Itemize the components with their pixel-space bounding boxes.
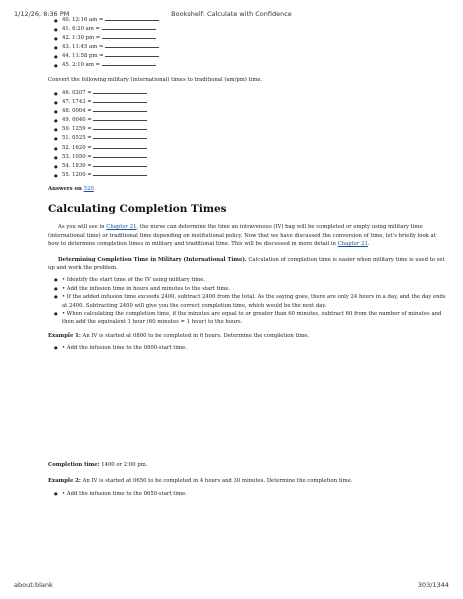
answer-blank [105,52,159,57]
example-2-text: An IV is started at 0650 to be completed in 4 hours and 30 minutes. Determine the completion time. [80,478,353,484]
answer-blank [102,34,156,39]
exercise-item [62,116,448,125]
exercise-item [62,144,448,153]
exercise-item-text: 53. 1050 = [62,153,94,160]
step-item: ● • When calculating the completion time, if the minutes are equal to or greater than 60 minutes, subtract 60 from the number of minutes and then add the equivalent 1 hour (60 minutes = 1 hour) to the hours. [62,310,448,327]
exercise-item-text: 41. 6:20 am = [62,26,102,33]
exercise-item-text: 43. 11:45 am = [62,44,106,51]
step-item: ● • Add the infusion time in hours and minutes to the start time. [62,285,448,293]
example-1-step: ● • Add the infusion time to the 0800-start time. [62,344,448,352]
answers-label: Answers on [48,185,84,192]
example-2-label: Example 2: [48,478,81,484]
answer-blank [93,171,147,176]
exercise-item-text: 47. 1743 = [62,99,94,106]
exercise-item-text: 52. 1620 = [62,144,94,151]
exercise-item [62,52,448,61]
intro-text-2: , the nurse can determine the time an intravenous (IV) bag will be completed or empty using military time (international time) or traditional time depending on institutional policy. Now that we have discussed the conversion of time, let's briefly look at how to determine completion times in military and traditional time. This will be discussed in more detail in [48,224,436,248]
answer-blank [93,144,147,149]
intro-text-end: . [367,241,370,248]
subsection-paragraph [48,256,448,273]
step-item: ● • Identify the start time of the IV using military time. [62,276,448,284]
exercise-item-text: 40. 12:16 am = [62,17,106,23]
exercise-item [62,134,448,143]
exercise-item [62,153,448,162]
example-1-text: An IV is started at 0800 to be completed in 6 hours. Determine the completion time. [80,332,310,339]
exercise-item-text: 50. 1259 = [62,126,94,133]
step-item: ● • If the added infusion time exceeds 2400, subtract 2400 from the total. As the saying goes, there are only 24 hours in a day, and the day ends at 2400. Subtracting 2400 will give you the correct completion time, which would be the next day. [62,293,448,310]
example-2 [48,477,448,485]
example-1-label: Example 1: [48,332,81,339]
answer-blank [93,162,147,167]
completion-time [48,461,448,469]
intro-text-1: As you will see in [58,224,107,231]
exercise-item [62,43,448,52]
exercise-item [62,34,448,43]
exercise-item [62,162,448,171]
example-1-steps [48,344,448,352]
exercise-item [62,61,448,70]
answer-blank [93,98,147,103]
exercise-list-top [48,16,448,71]
answer-blank [105,43,159,48]
exercise-item [62,98,448,107]
exercise-item-text: 44. 11:58 pm = [62,53,106,60]
convert-instruction: Convert the following military (international) times to traditional (am/pm) time. [48,76,263,83]
answer-blank [105,16,159,21]
intro-paragraph [48,223,448,248]
chapter-21-link[interactable]: Chapter 21 [106,224,137,231]
section-title: Calculating Completion Times [48,203,227,216]
exercise-item-text: 51. 0525 = [62,135,94,142]
print-url: about:blank [14,581,53,589]
subsection-heading: Determining Completion Time in Military (International Time). [58,256,247,263]
print-datetime: 1/12/26, 8:36 PM [14,10,70,18]
example-1 [48,332,448,340]
exercise-item [62,107,448,116]
exercise-item-text: 49. 0040 = [62,117,94,124]
exercise-item-text: 45. 2:10 am = [62,62,102,69]
answer-blank [93,134,147,139]
exercise-item-text: 48. 0004 = [62,108,94,115]
exercise-item-text: 42. 1:30 pm = [62,35,102,42]
answer-blank [93,89,147,94]
answer-blank [93,107,147,112]
answer-blank [93,153,147,158]
answer-blank [93,116,147,121]
exercise-list-military [48,89,448,180]
print-page-title: Bookshelf: Calculate with Confidence [171,10,292,18]
completion-label: Completion time: [48,461,100,468]
page-content [48,16,448,499]
answers-link[interactable]: 520 [83,185,94,192]
answer-blank [102,61,156,66]
steps-list [48,276,448,326]
exercise-item-text: 55. 1200 = [62,171,94,178]
exercise-item [62,125,448,134]
subsection-text: Calculation of completion time is easier when military time is used to set up and work the problem. [48,256,445,271]
exercise-item-text: 54. 1830 = [62,162,94,169]
chapter-21-link-2[interactable]: Chapter 21 [337,241,368,248]
answer-blank [102,25,156,30]
exercise-item [62,25,448,34]
example-2-step: ● • Add the infusion time to the 0650-start time. [62,490,448,498]
answer-blank [93,125,147,130]
exercise-item [62,16,448,25]
print-page-number: 303/1344 [417,581,449,589]
exercise-item [62,89,448,98]
example-2-steps [48,490,448,498]
completion-value: 1400 or 2:00 pm. [99,461,148,468]
answers-line [48,185,448,193]
exercise-item [62,171,448,180]
exercise-item-text: 46. 0207 = [62,89,94,96]
